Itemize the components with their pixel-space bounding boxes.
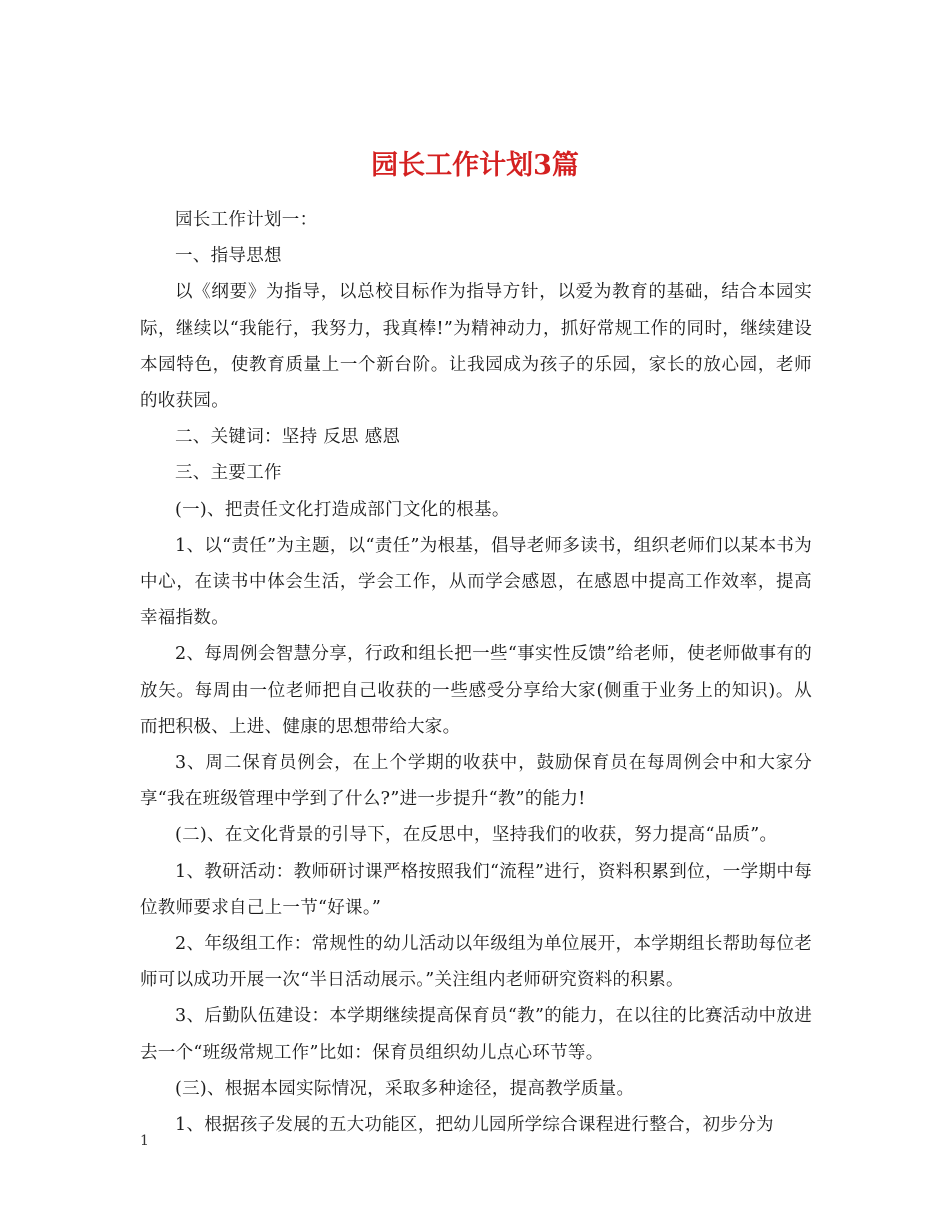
paragraph: 1、根据孩子发展的五大功能区，把幼儿园所学综合课程进行整合，初步分为 bbox=[175, 1115, 774, 1136]
paragraph: (三)、根据本园实际情况，采取多种途径，提高教学质量。 bbox=[175, 1078, 635, 1099]
paragraph: 园长工作计划一： bbox=[175, 210, 318, 230]
paragraph: 2、年级组工作：常规性的幼儿活动以年级组为单位展开，本学期组长帮助每位老师可以成功开展一次“半日活动展示。”关注组内老师研究资料的积累。 bbox=[140, 934, 812, 991]
paragraph: 1、以“责任”为主题，以“责任”为根基，倡导老师多读书，组织老师们以某本书为中心，在读书中体会生活，学会工作，从而学会感恩，在感恩中提高工作效率，提高幸福指数。 bbox=[140, 535, 812, 629]
paragraph: 3、后勤队伍建设：本学期继续提高保育员“教”的能力，在以往的比赛活动中放进去一个“班级常规工作”比如：保育员组织幼儿点心环节等。 bbox=[140, 1006, 812, 1063]
paragraph: 以《纲要》为指导，以总校目标作为指导方针，以爱为教育的基础，结合本园实际，继续以“我能行，我努力，我真棒!”为精神动力，抓好常规工作的同时，继续建设本园特色，使教育质量上一个新台阶。让我园成为孩子的乐园，家长的放心园，老师的收获园。 bbox=[140, 282, 812, 412]
document-title: 园长工作计划3篇 bbox=[371, 150, 579, 182]
paragraph: (一)、把责任文化打造成部门文化的根基。 bbox=[175, 499, 510, 520]
paragraph: 三、主要工作 bbox=[175, 463, 282, 484]
paragraph: 3、周二保育员例会，在上个学期的收获中，鼓励保育员在每周例会中和大家分享“我在班级管理中学到了什么?”进一步提升“教”的能力! bbox=[140, 753, 812, 810]
paragraph: 一、指导思想 bbox=[175, 246, 282, 267]
paragraph: (二)、在文化背景的引导下，在反思中，坚持我们的收获，努力提高“品质”。 bbox=[175, 825, 778, 846]
paragraph: 2、每周例会智慧分享，行政和组长把一些“事实性反馈”给老师，使老师做事有的放矢。每周由一位老师把自己收获的一些感受分享给大家(侧重于业务上的知识)。从而把积极、上进、健康的思想带给大家。 bbox=[140, 644, 812, 737]
paragraph: 1、教研活动：教师研讨课严格按照我们“流程”进行，资料积累到位，一学期中每位教师要求自己上一节“好课。” bbox=[140, 861, 812, 918]
paragraph: 二、关键词：坚持 反思 感恩 bbox=[175, 427, 401, 448]
page-number: 1 bbox=[140, 1133, 149, 1149]
document-body bbox=[140, 202, 812, 1143]
